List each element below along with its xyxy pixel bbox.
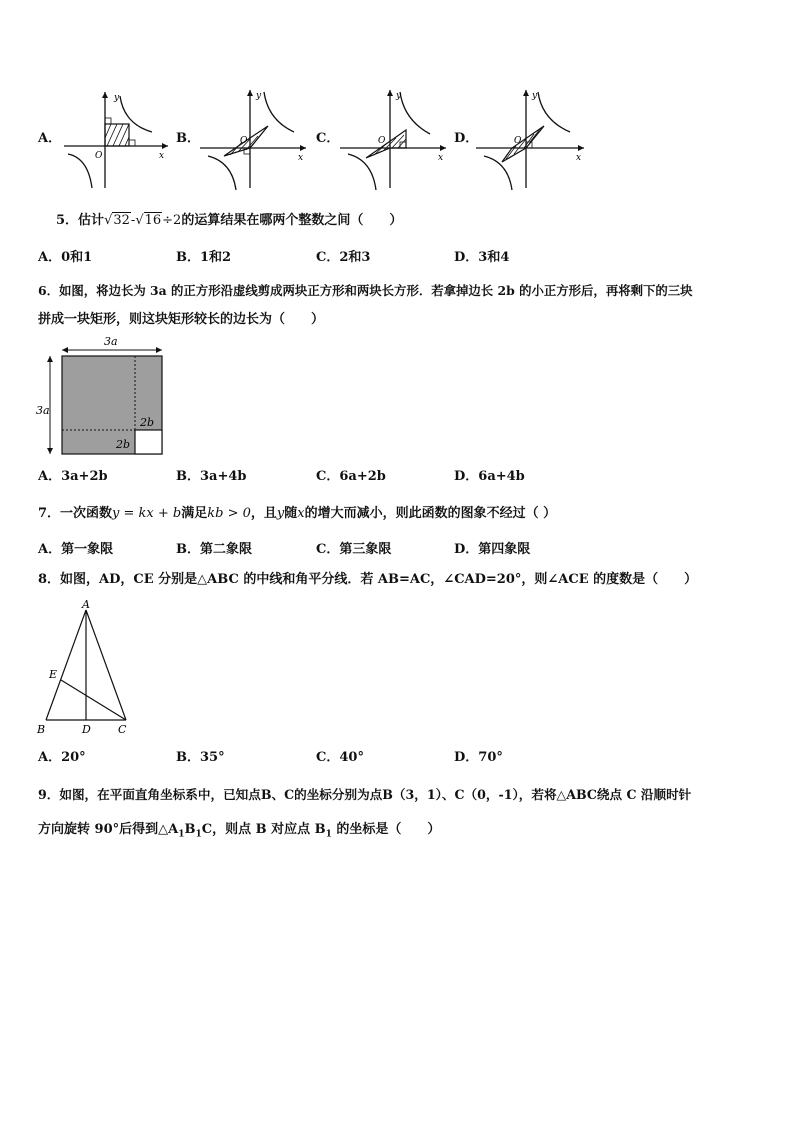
- q7-var-y: y: [276, 506, 285, 521]
- q5-stem: 5．估计√32-√16÷2的运算结果在哪两个整数之间（ ）: [56, 213, 403, 228]
- q4-option-a-label: A．: [38, 131, 62, 146]
- q5-div: ÷2: [162, 213, 182, 228]
- q7-text-e: 的增大而减小，则此函数的图象不经过（ ）: [304, 506, 557, 521]
- q9-sub-3: 1: [325, 829, 332, 840]
- q4-option-d-graph: [474, 86, 590, 192]
- q6-option-b: B．3a+4b: [176, 469, 247, 484]
- q7-option-c: C．第三象限: [316, 542, 392, 557]
- q6-option-c: C．6a+2b: [316, 469, 386, 484]
- q6-inner-label-2: 2b: [116, 438, 131, 451]
- q6-left-label: 3a: [36, 404, 50, 417]
- q9-sub-1: 1: [178, 829, 185, 840]
- q7-equation: y = kx + b: [112, 506, 182, 521]
- q4-a-y-label: y: [114, 93, 120, 103]
- q8-triangle-figure: [34, 596, 138, 738]
- q4-c-y-label: y: [396, 91, 402, 101]
- q8-stem: 8．如图，AD，CE 分别是△ABC 的中线和角平分线．若 AB=AC，∠CAD=20°，则∠ACE 的度数是（ ）: [38, 572, 698, 587]
- q4-option-c-label: C．: [316, 131, 340, 146]
- q6-top-label: 3a: [104, 335, 118, 348]
- q9-line2-part-a: 方向旋转 90°后得到△A: [38, 822, 179, 837]
- q9-sub-2: 1: [195, 829, 202, 840]
- q9-line2-part-d: 的坐标是（ ）: [331, 822, 441, 837]
- q5-minus: -: [130, 213, 136, 228]
- q8-label-e: E: [49, 668, 58, 681]
- q4-option-c-graph: [338, 86, 450, 192]
- q4-b-x-label: x: [298, 153, 304, 163]
- q4-c-x-label: x: [438, 153, 444, 163]
- q9-stem-line2: [38, 821, 440, 844]
- q5-radicand-1: 32: [113, 213, 130, 228]
- q5-option-d: D．3和4: [454, 250, 510, 265]
- q6-stem-line1: 6．如图，将边长为 3a 的正方形沿虚线剪成两块正方形和两块长方形．若拿掉边长 2b 的小正方形后，再将剩下的三块: [38, 283, 693, 298]
- q8-label-c: C: [118, 723, 127, 736]
- q5-option-b: B．1和2: [176, 250, 232, 265]
- q6-square-figure: [34, 334, 170, 460]
- q5-number: 5．: [56, 213, 79, 228]
- q9-line2-part-b: B: [184, 822, 196, 837]
- q7-condition: kb > 0: [207, 506, 251, 521]
- q9-line2-part-c: C，则点 B 对应点 B: [201, 822, 326, 837]
- q7-stem: [38, 505, 556, 523]
- q6-stem-line2: 拼成一块矩形，则这块矩形较长的边长为（ ）: [38, 312, 325, 327]
- q4-a-x-label: x: [159, 151, 165, 161]
- q6-option-a: A．3a+2b: [38, 469, 108, 484]
- q8-label-d: D: [82, 723, 91, 736]
- q4-option-b-label: B．: [176, 131, 200, 146]
- q5-radicand-2: 16: [144, 213, 162, 228]
- q8-option-c: C．40°: [316, 750, 364, 765]
- q7-option-d: D．第四象限: [454, 542, 531, 557]
- q4-a-origin-label: O: [95, 151, 103, 161]
- q4-d-origin-label: O: [514, 136, 522, 146]
- q8-option-d: D．70°: [454, 750, 503, 765]
- q4-option-d-label: D．: [454, 131, 479, 146]
- q8-label-b: B: [37, 723, 46, 736]
- q4-option-a-graph: [62, 88, 172, 192]
- q5-pre: 估计: [78, 213, 105, 228]
- q8-option-b: B．35°: [176, 750, 225, 765]
- q7-var-x: x: [297, 506, 305, 521]
- q4-b-origin-label: O: [240, 136, 248, 146]
- q4-d-x-label: x: [576, 153, 582, 163]
- q8-option-a: A．20°: [38, 750, 86, 765]
- q8-label-a: A: [82, 598, 90, 611]
- q9-stem-line1: 9．如图，在平面直角坐标系中，已知点B、C的坐标分别为点B（3，1）、C（0，-1），若将△ABC绕点 C 沿顺时针: [38, 787, 692, 802]
- q5-option-c: C．2和3: [316, 250, 371, 265]
- q4-d-y-label: y: [532, 91, 538, 101]
- q6-option-d: D．6a+4b: [454, 469, 525, 484]
- q7-option-a: A．第一象限: [38, 542, 114, 557]
- q4-b-y-label: y: [256, 91, 262, 101]
- q7-option-b: B．第二象限: [176, 542, 252, 557]
- q4-c-origin-label: O: [378, 136, 386, 146]
- q4-option-b-graph: [198, 86, 310, 192]
- q5-option-a: A．0和1: [38, 250, 93, 265]
- q6-inner-label-1: 2b: [140, 416, 155, 429]
- q7-text-c: ，且: [250, 506, 277, 521]
- q7-text-d: 随: [284, 506, 298, 521]
- q5-post: 的运算结果在哪两个整数之间（ ）: [181, 213, 403, 228]
- q7-text-b: 满足: [181, 506, 208, 521]
- q7-text-a: 7．一次函数: [38, 506, 113, 521]
